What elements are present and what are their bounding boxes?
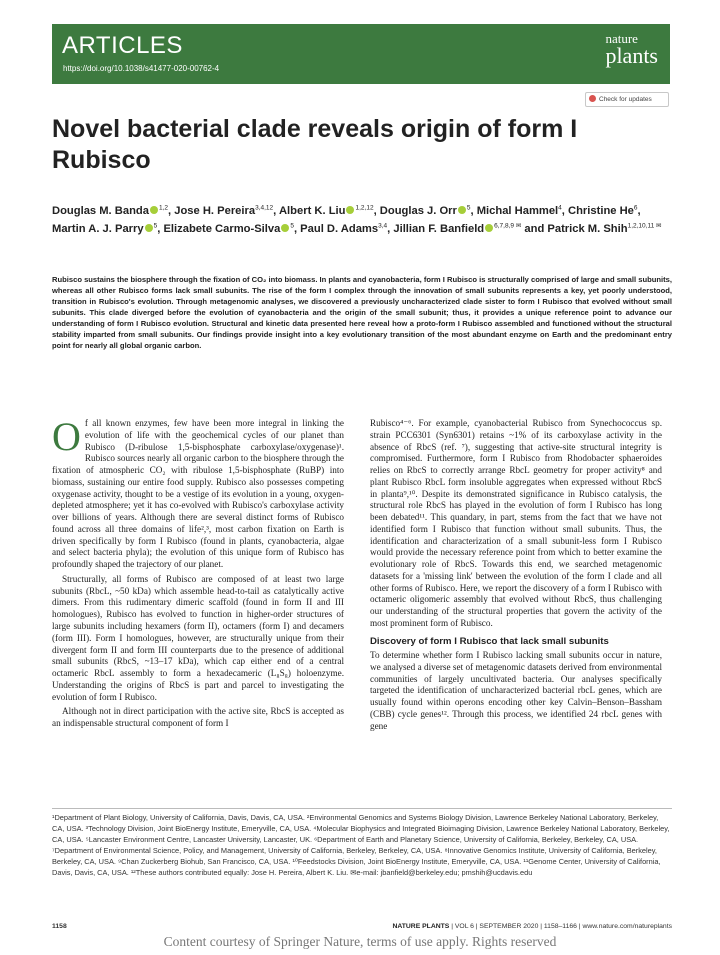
- journal-logo-line1: nature: [605, 31, 638, 46]
- abstract: Rubisco sustains the biosphere through the fixation of CO₂ into biomass. In plants and cyanobacteria, form I Rubisco is structurally comprised of large and small subunits, whereas all other Rubisco forms lack small subunits. The rise of the form I complex through the innovation of small subunits represents a key, yet poorly understood, transition in Rubisco's evolution. Through metagenomic analyses, we discovered a previously uncharacterized clade sister to form I Rubisco that evolved without small subunits. This clade diverged before the evolution of cyanobacteria and the origin of the small subunit; thus, it provides a unique reference point to advance our understanding of form I Rubisco evolution. Structural and kinetic data presented here reveal how a proto-form I Rubisco assembled and functioned without the structural stability imparted from small subunits. Our findings provide insight into a key evolutionary transition of the most abundant enzyme on Earth and the predominant entry point for nearly all global organic carbon.: [52, 275, 672, 350]
- doi-link[interactable]: https://doi.org/10.1038/s41477-020-00762-4: [63, 64, 220, 73]
- body-paragraph: Although not in direct participation with the active site, RbcS is accepted as an indispensable structural component of form I: [52, 706, 344, 729]
- affiliations-footnote: ¹Department of Plant Biology, University of California, Davis, Davis, CA, USA. ²Environmental Genomics and Systems Biology Division, Lawrence Berkeley National Laboratory, Berkeley, CA, USA. ³Technology Division, Joint BioEnergy Institute, Emeryville, CA, USA. ⁴Molecular Biophysics and Integrated Bioimaging Division, Lawrence Berkeley National Laboratory, Berkeley, CA, USA. ⁵Lancaster Environment Centre, Lancaster University, Lancaster, UK. ⁶Department of Earth and Planetary Science, University of California, Berkeley, Berkeley, CA, USA. ⁷Department of Environmental Science, Policy, and Management, University of California, Berkeley, Berkeley, CA, USA. ⁸Innovative Genomics Institute, University of California, Berkeley, Berkeley, CA, USA. ⁹Chan Zuckerberg Biohub, San Francisco, CA, USA. ¹⁰Feedstocks Division, Joint BioEnergy Institute, Emeryville, CA, USA. ¹¹Genome Center, University of California, Davis, Davis, CA, USA. ¹²These authors contributed equally: Jose H. Pereira, Albert K. Liu. ✉e-mail: jbanfield@berkeley.edu; pmshih@ucdavis.edu: [52, 813, 670, 877]
- author-affiliation: 5: [290, 222, 294, 230]
- courtesy-notice: Content courtesy of Springer Nature, terms of use apply. Rights reserved: [163, 934, 557, 949]
- author-name[interactable]: , Albert K. Liu: [273, 205, 346, 217]
- journal-footer: [390, 923, 672, 930]
- article-header-banner: [52, 24, 670, 84]
- author-name[interactable]: , Douglas J. Orr: [373, 205, 457, 217]
- author-name[interactable]: and Patrick M. Shih: [521, 222, 628, 235]
- crossmark-icon: [589, 95, 596, 102]
- body-paragraph: [52, 414, 344, 571]
- orcid-icon[interactable]: [150, 206, 158, 214]
- author-name[interactable]: , Paul D. Adams: [293, 222, 379, 235]
- check-updates-label: Check for updates: [599, 96, 652, 103]
- author-affiliation: 5: [466, 204, 471, 212]
- body-column-right: [370, 418, 662, 735]
- journal-logo-line2: plants: [605, 43, 658, 68]
- section-heading: Discovery of form I Rubisco that lack small subunits: [370, 635, 609, 647]
- author-affiliation: 1,2,12: [355, 204, 374, 212]
- journal-info[interactable]: | VOL 6 | SEPTEMBER 2020 | 1158–1166 | www.nature.com/natureplants: [449, 923, 672, 930]
- author-name[interactable]: , Michal Hammel: [470, 205, 559, 217]
- author-name[interactable]: , Christine He: [561, 205, 634, 217]
- page-number: 1158: [52, 923, 67, 930]
- orcid-icon[interactable]: [485, 224, 493, 232]
- orcid-icon[interactable]: [281, 224, 289, 232]
- orcid-icon[interactable]: [346, 206, 354, 214]
- body-paragraph: Rubisco⁴⁻⁶. For example, cyanobacterial Rubisco from Synechococcus sp. strain PCC6301 (Syn6301) retains ~1% of its carboxylase activity in the absence of RbcS (ref. ⁷), suggesting that active-site structural integrity is compromised. Furthermore, form I Rubisco from Rhodobacter sphaeroides relies on RbcS to correctly arrange RbcL geometry for proper activity⁸ and plant Rubisco RbcL form insoluble aggregates when expressed without RbcS in planta⁹,¹⁰. Despite its demonstrated significance in Rubisco catalysis, the structural role RbcS has played in the evolution of form I Rubisco has long been debated¹¹. This quandary, in part, stems from the fact that we have not identified form I Rubisco that function without small subunits. Thus, the identification and characterization of a small subunit-less form I Rubisco would provide the necessary reference point from which to better examine the evolutionary role of RbcS. Towards this end, we searched metagenomic datasets for a 'missing link' between the evolution of the form I clade and all other forms of Rubisco. Here, we report the discovery of a form I Rubisco with octameric oligomeric assembly that evolved without RbcS, thus challenging our understanding of the structural properties that govern the activity of the most prominent form of Rubisco.: [370, 418, 662, 629]
- footnote-divider: [52, 808, 672, 809]
- author-name[interactable]: Douglas M. Banda: [52, 205, 149, 217]
- author-affiliation: 4: [558, 204, 562, 212]
- section-label: ARTICLES: [62, 32, 183, 59]
- journal-name: NATURE PLANTS: [392, 923, 450, 930]
- author-affiliation: 3,4: [378, 222, 388, 230]
- orcid-icon[interactable]: [145, 224, 153, 232]
- author-name[interactable]: , Martin A. J. Parry: [52, 205, 641, 235]
- journal-logo: [605, 32, 658, 67]
- orcid-icon[interactable]: [458, 206, 466, 214]
- author-name[interactable]: , Jose H. Pereira: [168, 205, 256, 217]
- author-name[interactable]: , Elizabete Carmo-Silva: [157, 222, 281, 235]
- author-affiliation: 3,4,12: [255, 204, 274, 212]
- check-updates-button[interactable]: [585, 92, 669, 107]
- author-affiliation: 6,7,8,9 ✉: [494, 222, 522, 230]
- drop-cap: O: [52, 414, 81, 459]
- author-affiliation: 1,2,10,11 ✉: [627, 222, 662, 230]
- body-paragraph: Structurally, all forms of Rubisco are composed of at least two large subunits (RbcL, ~50 kDa) which assemble head-to-tail as catalytically active dimers. From this rudimentary dimeric scaffold (found in form II and III homologues), Rubisco has evolved to function in higher-order structures of large subunits including hexamers (form II), octamers (form I) and decamers (form III). Form I homologues, however, are structurally unique from their divergent form II and form III counterparts due to the presence of additional small subunits (RbcS, ~13–17 kDa), which cap either end of a central octameric RbcL assembly to form a hexadecameric (L₈S₈) holoenzyme. Understanding the origins of RbcS is part and parcel to investigating the evolution of form I Rubisco.: [52, 573, 344, 702]
- article-title: Novel bacterial clade reveals origin of form I Rubisco: [52, 115, 578, 175]
- author-affiliation: 1,2: [158, 204, 169, 212]
- body-paragraph: To determine whether form I Rubisco lacking small subunits occur in nature, we analysed a diverse set of metagenomic datasets derived from environmental communities of largely uncultivated bacteria. Our analyses specifically targeted the identification of uncharacterized bacterial rbcL genes, which are usually found within operons encoding other key Calvin–Benson–Bassham (CBB) cycle genes¹². Through this process, we identified 24 rbcL genes with gene: [370, 650, 662, 731]
- author-affiliation: 6: [633, 204, 638, 212]
- author-name[interactable]: , Jillian F. Banfield: [387, 222, 485, 235]
- body-text: f all known enzymes, few have been more integral in linking the evolution of life with the geochemical cycles of our planet than Rubisco (D-ribulose 1,5-bisphosphate carboxylase/oxygenase)¹. Rubisco sources nearly all organic carbon to the biosphere through the fixation of atmospheric CO₂ with ribulose 1,5-bisphosphate (RuBP) into biomass, sustaining our entire food supply. Rubisco also possesses competing oxygenase activity, thought to be a vestige of its evolution in a young, oxygen-depleted atmosphere; yet it has co-evolved with Rubisco's carboxylase activity over billions of years. Although there are several distinct forms of Rubisco found across all three domains of life²,³, most carbon fixation on Earth is driven specifically by form I Rubisco (found in plants, cyanobacteria, algae and select bacteria phyla); the evolution of this unique form of Rubisco has profoundly shaped the trajectory of our planet.: [52, 418, 344, 570]
- author-affiliation: 5: [153, 222, 158, 230]
- author-list: [52, 203, 672, 239]
- body-column-left: [52, 414, 344, 733]
